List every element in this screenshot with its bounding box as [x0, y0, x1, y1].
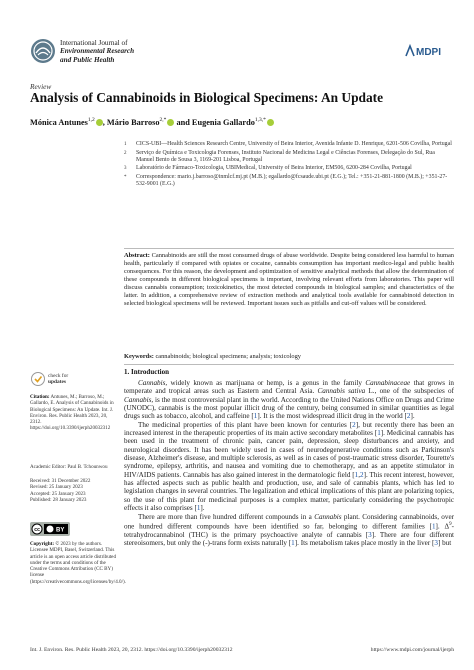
section-heading: 1. Introduction — [124, 368, 169, 376]
academic-editor: Academic Editor: Paul B. Tchounwou — [30, 464, 108, 470]
citation-box — [30, 394, 116, 432]
check-for-updates[interactable] — [48, 373, 68, 385]
keywords-text: cannabinoids; biological specimens; analysis; toxicology — [155, 353, 301, 360]
copyright-text: © 2023 by the authors. Licensee MDPI, Basel, Switzerland. This article is an open access article distributed under the terms and conditions of the Creative Commons Attribution (CC BY) license (https://creativecommons.org/licenses/by/4.0/). — [30, 541, 126, 585]
date-revised: Revised: 25 January 2023 — [30, 484, 83, 491]
updates-line1: check for — [48, 373, 69, 379]
paragraph: Cannabis, widely known as marijuana or hemp, is a genus in the family Cannabinaceae that grows in temperate and tropical areas such as Eastern and Central Asia. Cannabis sativa L., one of the subspecies of Cannabis, is the most controversial plant in the world. According to the United Nations Office on Drugs and Crime (UNODC), cannabis is the most popular illicit drug of the century, being consumed in similar quantities as legal drugs such as tobacco, alcohol, and caffeine [1]. It is the most widespread illicit drug in the world [2]. — [124, 379, 455, 421]
article-type: Review — [30, 82, 52, 91]
journal-logo-icon — [30, 38, 56, 64]
keywords-label: Keywords: — [124, 353, 154, 360]
divider — [124, 364, 454, 365]
affiliation-marker: 1 — [124, 142, 127, 147]
journal-name-line3: and Public Health — [60, 55, 115, 64]
date-received: Received: 31 December 2022 — [30, 478, 91, 484]
page-footer — [30, 647, 454, 653]
citation-text[interactable]: Antunes, M.; Barroso, M.; Gallardo, E. Analysis of Cannabinoids in Biological Specimens: An Update. Int. J. Environ. Res. Public Health 2023, 20, 2312. https://doi.org/10.3390/ijerph20032312 — [30, 394, 114, 432]
correspondence — [124, 174, 454, 188]
journal-name-line1: International Journal of — [60, 39, 128, 47]
introduction-body — [124, 379, 454, 547]
author-affiliation: 1,2 — [87, 117, 95, 123]
correspondence-text: Correspondence: mario.j.barroso@inmlcf.mj.pt (M.B.); egallardo@fcsaude.ubi.pt (E.G.); Tel.: +351-21-881-1800 (M.B.); +351-27-532-9001 (E.G.) — [136, 173, 448, 187]
orcid-icon[interactable] — [96, 119, 103, 126]
keywords — [124, 353, 454, 361]
abstract-label: Abstract: — [124, 252, 150, 259]
date-accepted: Accepted: 25 January 2023 — [30, 490, 86, 497]
affiliation-item — [124, 141, 454, 148]
author-affiliation: 1,3,* — [254, 117, 266, 123]
updates-line2: updates — [48, 379, 66, 386]
orcid-icon[interactable] — [267, 119, 274, 126]
affiliation-item — [124, 150, 454, 164]
affiliation-text: Serviço de Química e Toxicologia Forenses, Instituto Nacional de Medicina Legal e Ciências Forenses, Delegação do Sul, Rua Manuel Bento de Sousa 3, 1169-201 Lisboa, Portugal — [136, 149, 435, 163]
paragraph: The medicinal properties of this plant have been known for centuries [2], but recently there has been an increased interest in the therapeutic properties of its main active secondary metabolites [1]. Medicinal cannabis has been used in the treatment of chronic pain, cancer pain, depression, sleep disturbances and anxiety, and neurological disorders. It has been widely used in cases of neurodegenerative conditions such as Parkinson's disease, Alzheimer's disease, and multiple sclerosis, as well as in cases of post-traumatic stress disorder, Tourette's syndrome, epilepsy, arthritis, and nausea and vomiting due to chemotherapy, and as an appetite stimulator in HIV/AIDS patients. Cannabis has also gained interest in the dermatologic field [1,2]. This recent interest, however, has affected aspects such as public health and production, use, and sale of cannabis plants, which has led to legislation changes in several countries. The legalization and ethical implications of this plant are polarizing topics, so the use of this plant for medicinal purposes is a complex matter, particularly considering the psychotropic effects it also comprises [1]. — [124, 420, 455, 513]
svg-text:BY: BY — [56, 527, 65, 534]
affiliations — [124, 141, 454, 190]
abstract — [124, 252, 454, 308]
journal-name — [60, 39, 134, 64]
affiliation-item — [124, 165, 454, 172]
journal-name-line2: Environmental Research — [60, 47, 135, 56]
affiliation-text: CICS-UBI—Health Sciences Research Centre, University of Beira Interior, Avenida Infante D. Henrique, 6201-506 Covilha, Portugal — [136, 141, 452, 147]
author-name: and Eugenia Gallardo — [176, 117, 255, 127]
footer-journal-link[interactable]: https://www.mdpi.com/journal/ijerph — [370, 647, 454, 653]
citation-label: Citation: — [30, 394, 50, 400]
date-published: Published: 28 January 2023 — [30, 496, 87, 503]
affiliation-marker: 3 — [124, 166, 127, 172]
orcid-icon[interactable] — [167, 119, 174, 126]
dates-block — [30, 478, 116, 503]
paragraph: There are more than five hundred different compounds in a Cannabis plant. Considering cannabinoids, over one hundred different compounds have been identified so far, belonging to different families [1]. $\Delta^9$-tetrahydrocannabinol (THC) is the primary psychoactive analyte of cannabis [3]. There are four different stereoisomers, but only the (-)-trans form exists naturally [1]. Its metabolism takes place mostly in the liver [3] but — [124, 512, 454, 547]
affiliation-marker: * — [124, 174, 127, 180]
article-title: Analysis of Cannabinoids in Biological Specimens: An Update — [30, 90, 384, 105]
creative-commons-icon[interactable] — [30, 522, 70, 536]
author-name: Mónica Antunes — [30, 117, 88, 127]
author-list: Mónica Antunes$^{1,2}$ , Mário Barroso$^{2,*}$ and Eugenia Gallardo$^{1,3,*}$ — [30, 117, 450, 127]
copyright-box — [30, 541, 126, 585]
affiliation-marker: 2 — [124, 150, 127, 156]
footer-citation[interactable]: Int. J. Environ. Res. Public Health 2023, 20, 2312. https://doi.org/10.3390/ijerph20032312 — [30, 647, 233, 653]
publisher-name: MDPI — [416, 47, 441, 58]
affiliation-text: Laboratório de Fármaco-Toxicologia, UBIMedical, University of Beira Interior, EM506, 6200-284 Covilha, Portugal — [136, 165, 412, 172]
abstract-text: Cannabinoids are still the most consumed drugs of abuse worldwide. Despite being considered less harmful to human health, particularly if compared with opiates or cocaine, cannabis consumption has important medico-legal and public health consequences. For this reason, the development and optimization of sensitive analytical methods that allow the determination of these compounds in different biological specimens is important, involving relevant efforts from laboratories. This paper will discuss cannabis consumption; toxicokinetics, the most detected compounds in biological samples; and characteristics of the latter. In addition, a comprehensive review of extraction methods and analytical tools available for cannabinoid detection in selected biological specimens will be reviewed. Important issues such as pitfalls and cut-off values will be considered. — [124, 252, 454, 308]
svg-text:cc: cc — [34, 527, 40, 533]
author-affiliation: 2,* — [159, 117, 167, 123]
mdpi-logo-icon — [404, 44, 446, 58]
copyright-label: Copyright: — [30, 541, 55, 547]
author-name: Mário Barroso — [106, 117, 160, 127]
divider — [124, 248, 454, 249]
